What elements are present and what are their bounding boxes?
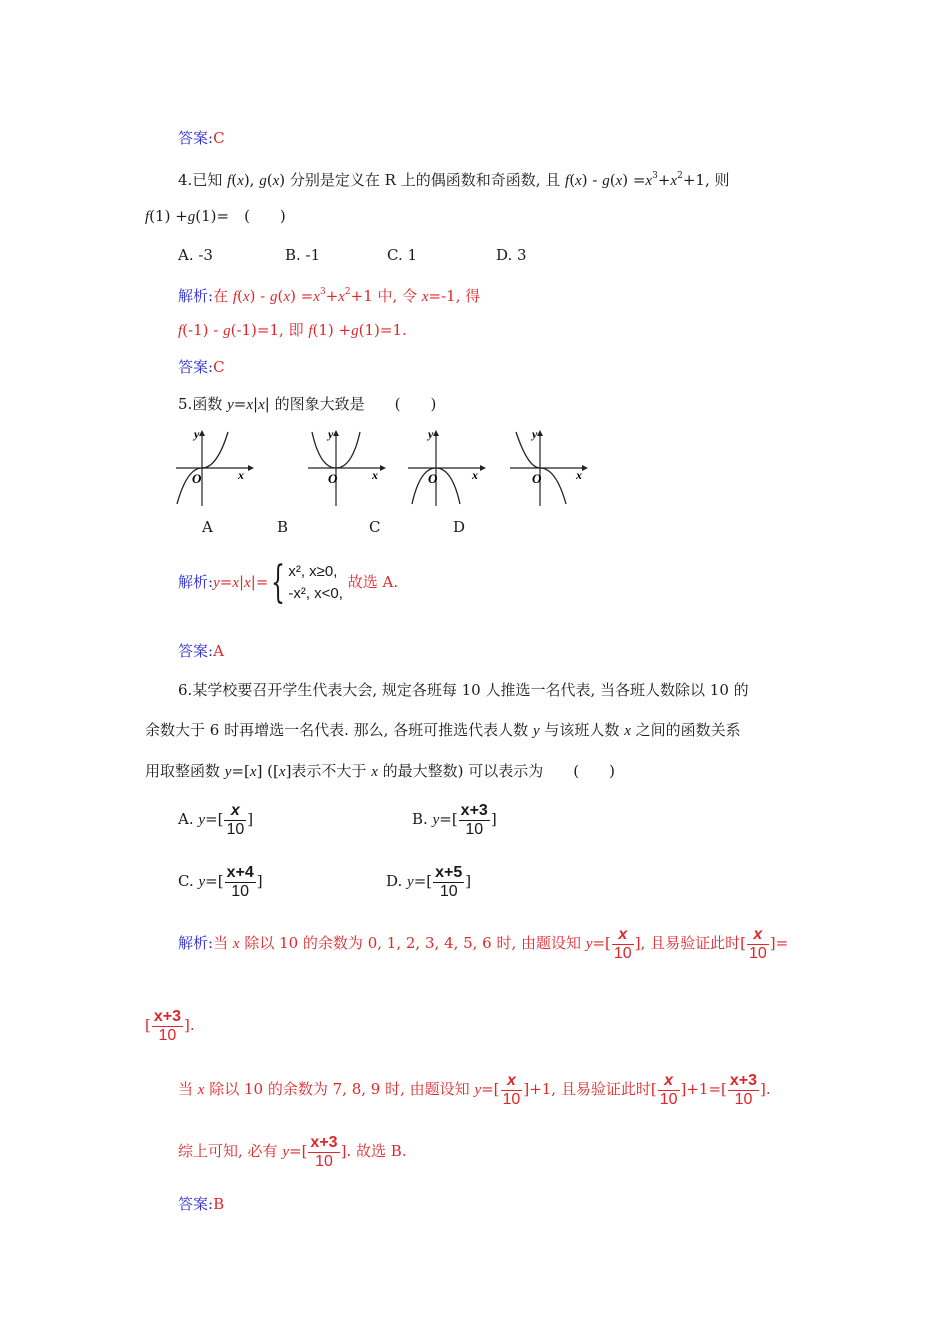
analysis-text: 当 — [178, 1080, 194, 1098]
numerator: x+3 — [729, 1071, 758, 1089]
analysis-text: 除以 10 的余数为 7, 8, 9 时, 由题设知 — [209, 1080, 470, 1098]
graph-a — [172, 428, 254, 508]
numerator: x — [658, 1072, 680, 1091]
analysis-label: 解析: — [178, 287, 214, 305]
axis-label-y: y — [328, 428, 334, 441]
numerator: x+3 — [310, 1133, 338, 1151]
axis-label-x: x — [372, 468, 378, 482]
fraction — [433, 864, 464, 901]
q6-analysis-line3: 当 x 除以 10 的余数为 7, 8, 9 时, 由题设知 y=[ $\frac{x}{10}$ ]+1, 且易验证此时[ $\frac{x}{10}$ ]+1=[ $\frac{x+3}{10}$ ]. — [178, 1071, 771, 1108]
denominator: 10 — [465, 820, 484, 838]
q5-stem: 5.函数 y=x|x| 的图象大致是 ( ) — [178, 395, 437, 413]
axis-label-x: x — [472, 468, 478, 482]
fraction — [459, 802, 490, 839]
fraction — [308, 1134, 339, 1171]
analysis-text: +1= — [686, 1080, 722, 1098]
numerator: x — [224, 802, 246, 821]
q6-analysis-line2: [ $\frac{x+3}{10}$ ]. — [145, 1007, 195, 1044]
q4-option-a: A. -3 — [178, 246, 213, 264]
brace-icon: { — [271, 557, 286, 608]
q6-stem-line1 — [178, 680, 749, 700]
denominator: 10 — [502, 1090, 521, 1108]
fraction — [612, 926, 634, 963]
origin-label: O — [328, 471, 338, 486]
q4-answer — [178, 357, 225, 377]
graph-label-c: C — [369, 518, 381, 536]
q6-option-b: B. y=[ $\frac{x+3}{10}$ ] — [412, 801, 497, 838]
option-label: A. — [178, 810, 194, 828]
numerator: x — [747, 926, 769, 945]
q6-text: 某学校要召开学生代表大会, 规定各班每 10 人推选一名代表, 当各班人数除以 10 的 — [192, 681, 749, 699]
analysis-text: +1, 且易验证此时 — [529, 1080, 651, 1098]
graph-label-b: B — [277, 518, 289, 536]
analysis-text: =1, 即 — [256, 321, 304, 339]
q4-stem-line1: 4.已知 f(x), g(x) 分别是定义在 R 上的偶函数和奇函数, 且 $f(x) - g(x) =x^3+x^2+1$, 则 — [178, 171, 730, 189]
q6-stem-line2: 余数大于 6 时再增选一名代表. 那么, 各班可推选代表人数 y 与该班人数 x 之间的函数关系 — [145, 721, 741, 739]
q6-text: 表示不大于 — [291, 762, 367, 780]
q4-text: = ( ) — [216, 207, 286, 225]
q4-analysis-line1: 解析:在 $f(x) - g(x) =x^3+x^2+1$ 中, 令 x=-1, 得 — [178, 287, 481, 305]
origin-label: O — [532, 471, 542, 486]
q4-option-d: D. 3 — [496, 246, 527, 264]
q5-text: 函数 — [192, 395, 223, 413]
q4-analysis-line2: f(-1) - g(-1)=1, 即 f(1) +g(1)=1. — [178, 321, 407, 339]
analysis-text: 当 — [213, 934, 229, 952]
q6-text: 余数大于 6 时再增选一名代表. 那么, 各班可推选代表人数 — [145, 721, 529, 739]
origin-label: O — [192, 471, 202, 486]
q6-text: 的最大整数) 可以表示为 ( ) — [382, 762, 615, 780]
q5-text: 的图象大致是 ( ) — [274, 395, 437, 413]
graph-d — [506, 428, 588, 508]
axis-label-y: y — [194, 428, 200, 441]
analysis-text: =-1, 得 — [428, 287, 481, 305]
analysis-text: 除以 10 的余数为 0, 1, 2, 3, 4, 5, 6 时, 由题设知 — [244, 934, 582, 952]
answer-label: 答案: — [178, 129, 214, 147]
q5-answer — [178, 641, 224, 661]
q6-option-d: D. y=[ $\frac{x+5}{10}$ ] — [386, 863, 472, 900]
case-2: -x², x<0, — [288, 585, 343, 602]
fraction — [225, 864, 256, 901]
fraction — [152, 1008, 183, 1045]
fraction — [224, 802, 246, 839]
q6-answer — [178, 1194, 224, 1214]
fraction — [658, 1072, 680, 1109]
analysis-text: 在 — [213, 287, 229, 305]
numerator: x+4 — [226, 863, 254, 881]
analysis-label: 解析: — [178, 573, 214, 591]
denominator: 10 — [439, 882, 458, 900]
question-number: 4. — [178, 171, 193, 189]
denominator: 10 — [315, 1152, 333, 1170]
axis-label-y: y — [532, 428, 538, 441]
origin-label: O — [428, 471, 438, 486]
answer-label: 答案: — [178, 358, 214, 376]
fraction — [747, 926, 769, 963]
numerator: x — [501, 1072, 523, 1091]
numerator: x+3 — [153, 1007, 181, 1025]
piecewise-cases — [288, 561, 343, 605]
analysis-text: 中, 令 — [377, 287, 418, 305]
case-1: x², x≥0, — [288, 563, 338, 580]
question-number: 5. — [178, 395, 193, 413]
analysis-label: 解析: — [178, 934, 214, 952]
denominator: 10 — [659, 1090, 678, 1108]
numerator: x+5 — [435, 863, 463, 881]
q4-option-c: C. 1 — [387, 246, 418, 264]
option-label: C. — [178, 872, 194, 890]
q6-analysis-line1: 解析:当 x 除以 10 的余数为 0, 1, 2, 3, 4, 5, 6 时, 由题设知 y=[ $\frac{x}{10}$ ], 且易验证此时[ $\frac{x}{10}$ ]= — [178, 925, 789, 962]
answer-label: 答案: — [178, 1195, 214, 1213]
q6-stem-line3: 用取整函数 y=[x] ([x]表示不大于 x 的最大整数) 可以表示为 ( ) — [145, 762, 615, 780]
analysis-text: , 且易验证此时 — [640, 934, 741, 952]
answer-value: C — [213, 358, 225, 376]
denominator: 10 — [734, 1090, 753, 1108]
analysis-text: =1. — [379, 321, 407, 339]
denominator: 10 — [226, 820, 245, 838]
graph-label-a: A — [202, 518, 213, 536]
numerator: x+3 — [460, 801, 488, 819]
q4-text: , 则 — [704, 171, 730, 189]
q6-text: 用取整函数 — [145, 762, 221, 780]
q5-analysis: 解析:y=x|x|={ x², x≥0, -x², x<0, 故选 A. — [178, 557, 399, 608]
q6-text: 之间的函数关系 — [635, 721, 741, 739]
q6-option-c: C. y=[ $\frac{x+4}{10}$ ] — [178, 863, 263, 900]
q4-option-b: B. -1 — [285, 246, 321, 264]
denominator: 10 — [158, 1026, 177, 1044]
numerator: x — [612, 926, 634, 945]
answer-value: A — [213, 642, 224, 660]
graph-label-d: D — [453, 518, 466, 536]
q6-analysis-line4: 综上可知, 必有 y=[ $\frac{x+3}{10}$ ]. 故选 B. — [178, 1133, 407, 1170]
axis-label-x: x — [576, 468, 582, 482]
fraction — [728, 1072, 759, 1109]
fraction — [501, 1072, 523, 1109]
analysis-text: 综上可知, 必有 — [178, 1142, 278, 1160]
answer-value: B — [213, 1195, 225, 1213]
q6-option-a: A. y=[ $\frac{x}{10}$ ] — [178, 801, 254, 838]
denominator: 10 — [748, 944, 767, 962]
question-number: 6. — [178, 681, 193, 699]
option-label: D. — [386, 872, 403, 890]
axis-label-x: x — [238, 468, 244, 482]
denominator: 10 — [613, 944, 632, 962]
answer-label: 答案: — [178, 642, 214, 660]
answer-value: C — [213, 129, 225, 147]
q6-text: 与该班人数 — [544, 721, 620, 739]
q3-answer — [178, 128, 225, 148]
denominator: 10 — [231, 882, 250, 900]
q4-text: 分别是定义在 R 上的偶函数和奇函数, 且 — [289, 171, 561, 189]
q4-stem-line2: f(1) +g(1)= ( ) — [145, 207, 286, 225]
graph-c — [404, 428, 486, 508]
graph-b — [304, 428, 386, 508]
q4-text: 已知 — [192, 171, 223, 189]
analysis-text: 故选 A. — [347, 573, 399, 591]
analysis-text: . 故选 B. — [346, 1142, 407, 1160]
option-label: B. — [412, 810, 428, 828]
axis-label-y: y — [428, 428, 434, 441]
